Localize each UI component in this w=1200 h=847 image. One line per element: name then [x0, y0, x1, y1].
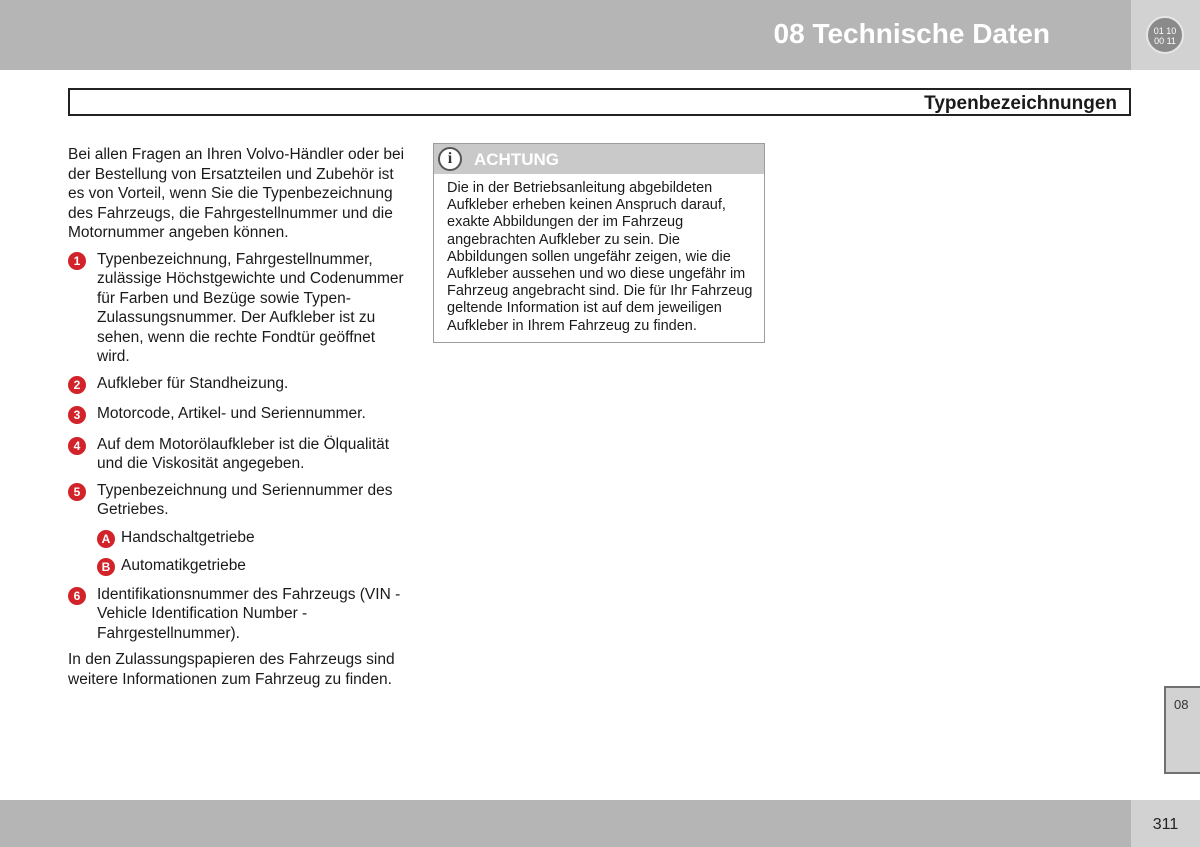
section-header	[68, 88, 1131, 116]
page-number: 311	[1152, 816, 1179, 833]
left-column	[68, 145, 408, 689]
marker-5: 5	[68, 483, 86, 501]
chapter-numbers-icon	[1146, 16, 1184, 54]
chapter-title: 08 Technische Daten	[773, 18, 1050, 49]
list-item-6	[68, 585, 408, 644]
chapter-icon-line2: 00 11	[1154, 36, 1176, 46]
list-item-text: Identifikationsnummer des Fahrzeugs (VIN - Vehicle Identification Number - Fahrgestellnummer).	[97, 585, 401, 642]
list-item-3	[68, 404, 408, 424]
section-title: Typenbezeichnungen	[924, 93, 1117, 114]
sub-item-a	[68, 528, 408, 548]
list-item-text: Typenbezeichnung und Seriennummer des Getriebes.	[97, 481, 393, 518]
footer-band	[0, 800, 1131, 847]
list-item-text: Auf dem Motorölaufkleber ist die Ölqualität und die Viskosität angegeben.	[97, 435, 390, 472]
info-icon: i	[438, 147, 462, 171]
list-item-text: Aufkleber für Standheizung.	[97, 374, 289, 392]
list-item-text: Motorcode, Artikel- und Seriennummer.	[97, 405, 366, 422]
marker-b: B	[97, 558, 115, 576]
chapter-side-tab	[1164, 686, 1200, 774]
caution-header	[434, 144, 764, 174]
caution-title: ACHTUNG	[474, 150, 559, 169]
marker-6: 6	[68, 587, 86, 605]
closing-paragraph: In den Zulassungspapieren des Fahrzeugs sind weitere Informationen zum Fahrzeug zu finden.	[68, 651, 395, 688]
header-band	[0, 0, 1131, 70]
chapter-icon-line1: 01 10	[1153, 26, 1177, 36]
caution-text: Die in der Betriebsanleitung abgebildeten Aufkleber erheben keinen Anspruch darauf, exakte Abbildungen der im Fahrzeug angebrachten Aufkleber zu sein. Die Abbildungen sollen ungefähr zeigen, wie die Aufkleber aussehen und wo diese ungefähr im Fahrzeug angebracht sind. Die für Ihr Fahrzeug geltende Information ist auf dem jeweiligen Aufkleber in Ihrem Fahrzeug zu finden.	[447, 180, 753, 334]
side-tab-label: 08	[1174, 697, 1189, 712]
marker-3: 3	[68, 406, 86, 424]
caution-box	[433, 143, 765, 343]
list-item-1	[68, 250, 408, 367]
marker-a: A	[97, 530, 115, 548]
sub-item-text: Handschaltgetriebe	[121, 528, 255, 546]
list-item-2	[68, 374, 408, 394]
sub-item-text: Automatikgetriebe	[121, 557, 246, 574]
marker-2: 2	[68, 376, 86, 394]
marker-1: 1	[68, 252, 86, 270]
sub-item-b	[68, 556, 408, 576]
intro-paragraph: Bei allen Fragen an Ihren Volvo-Händler oder bei der Bestellung von Ersatzteilen und Zubehör ist es von Vorteil, wenn Sie die Typenbezeichnung des Fahrzeugs, die Fahrgestellnummer und die Motornummer angeben können.	[68, 146, 405, 241]
list-item-text: Typenbezeichnung, Fahrgestellnummer, zulässige Höchstgewichte und Codenummer für Farben und Bezüge sowie Typen-Zulassungsnummer. Der Aufkleber ist zu sehen, wenn die rechte Fondtür geöffnet wird.	[97, 250, 404, 365]
list-item-5	[68, 481, 408, 520]
list-item-4	[68, 435, 408, 474]
marker-4: 4	[68, 437, 86, 455]
